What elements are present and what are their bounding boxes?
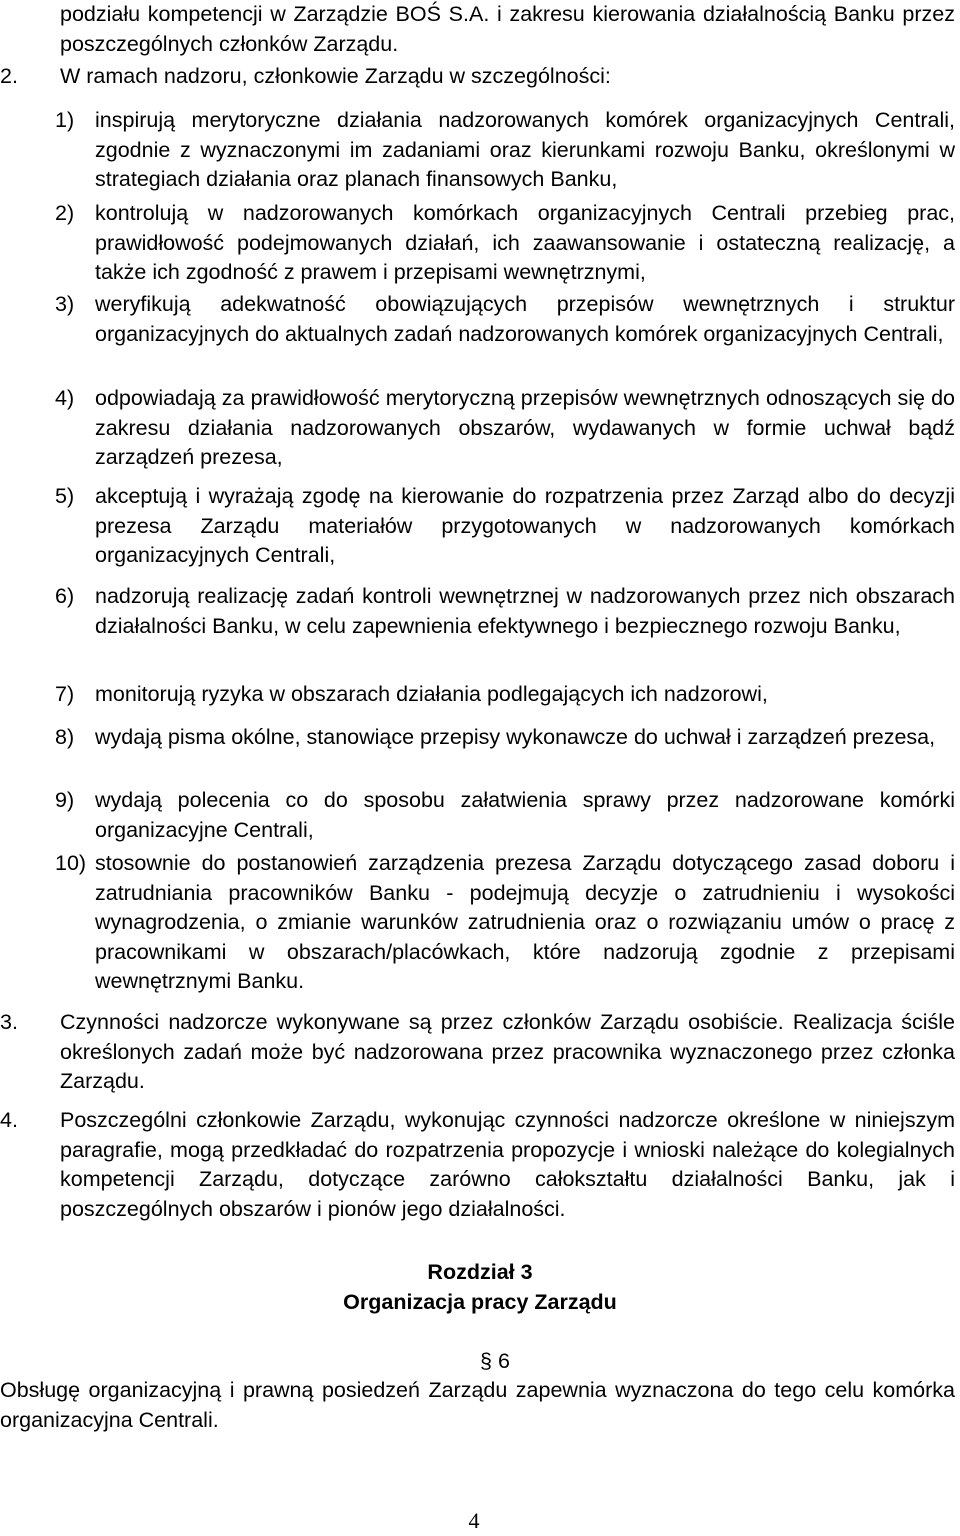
list-item-number: 8) [55,725,75,749]
list-item-text: wydają polecenia co do sposobu załatwienia sprawy przez nadzorowane komórki organizacyjne Centrali, [95,788,955,842]
paragraph-number: 3. [0,1010,18,1034]
intro-paragraph: podziału kompetencji w Zarządzie BOŚ S.A. i zakresu kierowania działalnością Banku przez poszczególnych członków Zarządu. [60,2,955,56]
list-item-text: weryfikują adekwatność obowiązujących przepisów wewnętrznych i struktur organizacyjnych do aktualnych zadań nadzorowanych komórek organizacyjnych Centrali, [95,292,955,346]
section-text: Obsługę organizacyjną i prawną posiedzeń Zarządu zapewnia wyznaczona do tego celu komórka organizacyjna Centrali. [0,1378,955,1432]
list-item-text: akceptują i wyrażają zgodę na kierowanie do rozpatrzenia przez Zarząd albo do decyzji prezesa Zarządu materiałów przygotowanych w nadzorowanych komórkach organizacyjnych Centrali, [95,484,955,567]
list-item-text: nadzorują realizację zadań kontroli wewnętrznej w nadzorowanych przez nich obszarach działalności Banku, w celu zapewnienia efektywnego i bezpiecznego rozwoju Banku, [95,584,955,638]
list-item-text: kontrolują w nadzorowanych komórkach organizacyjnych Centrali przebieg prac, prawidłowość podejmowanych działań, ich zaawansowanie i ostateczną realizację, a także ich zgodność z prawem i przepisami wewnętrznymi, [95,201,955,284]
list-item-number: 9) [55,788,75,812]
list-item-number: 6) [55,584,75,608]
section-sign: § 6 [480,1349,510,1373]
list-item-number: 4) [55,386,75,410]
list-item-number: 7) [55,682,75,706]
list-item-number: 5) [55,484,75,508]
paragraph-text: W ramach nadzoru, członkowie Zarządu w szczególności: [60,64,611,88]
list-item-text: odpowiadają za prawidłowość merytoryczną przepisów wewnętrznych odnoszących się do zakresu działania nadzorowanych obszarów, wydawanych w formie uchwał bądź zarządzeń prezesa, [95,386,955,469]
page-number: 4 [468,1508,480,1533]
list-item-number: 2) [55,201,75,225]
paragraph-number: 4. [0,1108,18,1132]
list-item-number: 1) [55,108,75,132]
paragraph-number: 2. [0,64,18,88]
list-item-number: 10) [55,851,87,875]
chapter-number: Rozdział 3 [427,1260,533,1284]
paragraph-text: Poszczególni członkowie Zarządu, wykonując czynności nadzorcze określone w niniejszym paragrafie, mogą przedkładać do rozpatrzenia propozycje i wnioski należące do kolegialnych kompetencji Zarządu, dotyczące zarówno całokształtu działalności Banku, jak i poszczególnych obszarów i pionów jego działalności. [60,1108,955,1221]
chapter-title: Organizacja pracy Zarządu [343,1290,617,1314]
paragraph-text: Czynności nadzorcze wykonywane są przez członków Zarządu osobiście. Realizacja ściśle określonych zadań może być nadzorowana przez pracownika wyznaczonego przez członka Zarządu. [60,1010,955,1093]
paragraph-2-header [0,62,960,92]
list-item-number: 3) [55,292,75,316]
list-item-text: monitorują ryzyka w obszarach działania podlegających ich nadzorowi, [95,682,768,706]
list-item-text: wydają pisma okólne, stanowiące przepisy wykonawcze do uchwał i zarządzeń prezesa, [95,725,936,749]
list-item-text: inspirują merytoryczne działania nadzorowanych komórek organizacyjnych Centrali, zgodnie z wyznaczonymi im zadaniami oraz kierunkami rozwoju Banku, określonymi w strategiach działania oraz planach finansowych Banku, [95,108,955,191]
list-item-text: stosownie do postanowień zarządzenia prezesa Zarządu dotyczącego zasad doboru i zatrudniania pracowników Banku - podejmują decyzje o zatrudnieniu i wysokości wynagrodzenia, o zmianie warunków zatrudnienia oraz o rozwiązaniu umów o pracę z pracownikami w obszarach/placówkach, które nadzorują zgodnie z przepisami wewnętrznymi Banku. [95,851,955,993]
